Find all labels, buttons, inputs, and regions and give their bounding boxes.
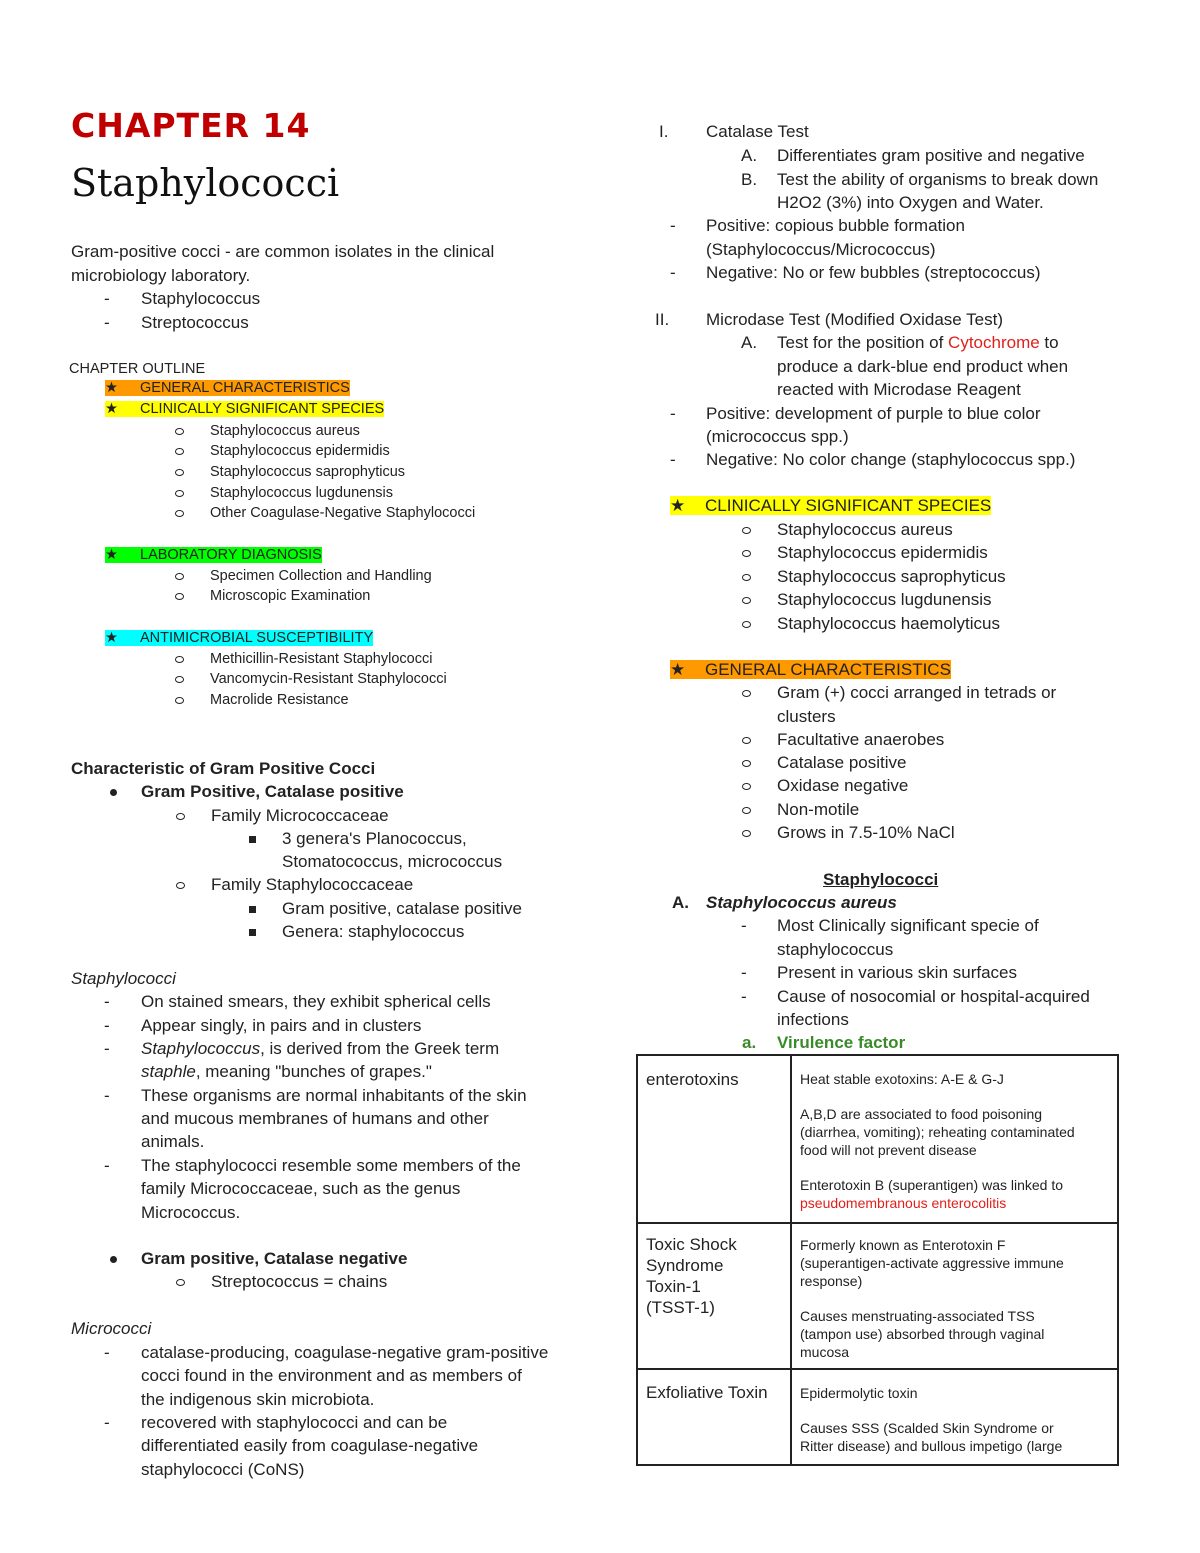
dash-bullet: - — [104, 992, 110, 1011]
list-item-text: recovered with staphylococci and can be — [141, 1413, 448, 1432]
cell-line: A,B,D are associated to food poisoning — [800, 1106, 1043, 1122]
toxin-name: Syndrome — [646, 1256, 724, 1275]
outline-letter: A. — [741, 333, 758, 352]
subsection-heading: Micrococci — [71, 1319, 152, 1338]
cell-line: Epidermolytic toxin — [800, 1385, 918, 1401]
subsection-heading: Staphylococci — [71, 969, 176, 988]
chapter-label: CHAPTER 14 — [71, 106, 311, 145]
cell-paragraph — [800, 1176, 1109, 1212]
list-item-text: Streptococcus = chains — [211, 1272, 388, 1291]
dash-bullet: - — [741, 916, 747, 935]
outline-item: Macrolide Resistance — [175, 690, 349, 710]
toxin-name: enterotoxins — [646, 1070, 739, 1089]
circle-bullet-icon — [175, 469, 184, 476]
list-item-text: animals. — [141, 1132, 205, 1151]
list-item-text: Differentiates gram positive and negative — [777, 146, 1085, 165]
list-item-text: On stained smears, they exhibit spherical cells — [141, 992, 491, 1011]
list-item-text: Staphylococcus saprophyticus — [777, 567, 1006, 586]
list-item-text: 3 genera's Planococcus, — [282, 829, 467, 848]
circle-bullet-icon — [175, 448, 184, 455]
circle-bullet-icon — [176, 874, 185, 896]
circle-bullet-icon — [742, 822, 751, 844]
list-item-text: Test for the position of Cytochrome to — [777, 333, 1059, 352]
cell-line: mucosa — [800, 1344, 850, 1360]
star-icon: ★ — [105, 547, 118, 563]
cell-line: Causes SSS (Scalded Skin Syndrome or — [800, 1420, 1054, 1436]
circle-bullet-icon — [742, 589, 751, 611]
cell-line: (diarrhea, vomiting); reheating contaminated — [800, 1124, 1075, 1140]
dash-bullet: - — [104, 1086, 110, 1105]
cell-line: (superantigen-activate aggressive immune — [800, 1255, 1064, 1271]
list-item-text: Positive: development of purple to blue color — [706, 404, 1041, 423]
test-title: Catalase Test — [706, 122, 809, 141]
circle-bullet-icon — [742, 519, 751, 541]
dash-bullet: - — [104, 1343, 110, 1362]
list-item-text: Staphylococcus aureus — [777, 520, 953, 539]
list-item-text: Gram positive, catalase positive — [282, 899, 522, 918]
list-item-text: staphle, meaning "bunches of grapes." — [141, 1062, 432, 1081]
cell-line: Enterotoxin B (superantigen) was linked to — [800, 1177, 1064, 1193]
circle-bullet-icon — [175, 676, 184, 683]
list-item-text: The staphylococci resemble some members of the — [141, 1156, 521, 1175]
toxin-name: Toxin-1 — [646, 1277, 701, 1296]
list-item-text: Appear singly, in pairs and in clusters — [141, 1016, 422, 1035]
outline-item: Staphylococcus aureus — [175, 421, 360, 441]
outline-section-antimicrobial: ★ ANTIMICROBIAL SUSCEPTIBILITY — [105, 630, 374, 646]
circle-bullet-icon — [742, 775, 751, 797]
toxin-name: (TSST-1) — [646, 1298, 715, 1317]
list-item-text: Present in various skin surfaces — [777, 963, 1017, 982]
circle-bullet-icon — [175, 697, 184, 704]
circle-bullet-icon — [175, 573, 184, 580]
cell-line: Formerly known as Enterotoxin F — [800, 1237, 1006, 1253]
list-item-text: Micrococcus. — [141, 1203, 241, 1222]
list-item-text: (micrococcus spp.) — [706, 427, 849, 446]
outline-section-species: ★ CLINICALLY SIGNIFICANT SPECIES — [105, 401, 385, 417]
outline-item: Methicillin-Resistant Staphylococci — [175, 649, 432, 669]
outline-item: Other Coagulase-Negative Staphylococci — [175, 503, 475, 523]
cell-line: pseudomembranous enterocolitis — [800, 1195, 1007, 1211]
outline-item: Specimen Collection and Handling — [175, 566, 432, 586]
table-cell — [637, 1223, 791, 1369]
circle-bullet-icon — [175, 656, 184, 663]
virulence-heading: Virulence factor — [777, 1033, 906, 1052]
table-row — [637, 1223, 1118, 1369]
family-label: Family Micrococcaceae — [211, 806, 389, 825]
circle-bullet-icon — [742, 799, 751, 821]
circle-bullet-icon — [175, 490, 184, 497]
list-item-text: catalase-producing, coagulase-negative gram-positive — [141, 1343, 549, 1362]
list-item-text: Streptococcus — [141, 313, 249, 332]
star-icon: ★ — [670, 496, 686, 515]
group-heading: Gram positive, Catalase negative — [141, 1249, 408, 1268]
list-item-text: These organisms are normal inhabitants of the skin — [141, 1086, 527, 1105]
circle-bullet-icon — [176, 805, 185, 827]
dash-bullet: - — [741, 987, 747, 1006]
dash-bullet: - — [670, 450, 676, 469]
star-icon: ★ — [105, 630, 118, 646]
dash-bullet: - — [670, 404, 676, 423]
list-item-text: Staphylococcus — [141, 289, 261, 308]
circle-bullet-icon — [742, 613, 751, 635]
list-item-text: clusters — [777, 707, 836, 726]
table-row — [637, 1369, 1118, 1465]
table-row — [637, 1055, 1118, 1223]
page-title: Staphylococci — [71, 161, 340, 205]
cell-paragraph — [800, 1384, 1109, 1402]
circle-bullet-icon — [742, 566, 751, 588]
cell-paragraph — [800, 1070, 1109, 1088]
list-item-text: Staphylococcus haemolyticus — [777, 614, 1001, 633]
square-bullet-icon — [249, 921, 256, 943]
list-item: - — [104, 313, 110, 332]
table-cell — [791, 1223, 1118, 1369]
circle-bullet-icon — [742, 682, 751, 704]
table-cell — [791, 1369, 1118, 1465]
list-item-text: Gram (+) cocci arranged in tetrads or — [777, 683, 1057, 702]
list-item-text: Staphylococcus, is derived from the Greek term — [141, 1039, 500, 1058]
outline-letter: A. — [672, 893, 689, 912]
cell-paragraph — [800, 1419, 1109, 1455]
family-label: Family Staphylococcaceae — [211, 875, 414, 894]
group-heading: Gram Positive, Catalase positive — [141, 782, 404, 801]
circle-bullet-icon — [742, 729, 751, 751]
square-bullet-icon — [249, 828, 256, 850]
list-item-text: Negative: No color change (staphylococcus spp.) — [706, 450, 1076, 469]
cell-line: (tampon use) absorbed through vaginal — [800, 1326, 1045, 1342]
intro-line-1: Gram-positive cocci - are common isolates in the clinical — [71, 242, 495, 261]
virulence-table — [636, 1054, 1119, 1466]
star-icon: ★ — [105, 401, 118, 417]
section-species-heading: ★ CLINICALLY SIGNIFICANT SPECIES — [670, 496, 992, 515]
cell-line: Causes menstruating-associated TSS — [800, 1308, 1035, 1324]
dash-bullet: - — [104, 1039, 110, 1058]
cell-line: Ritter disease) and bullous impetigo (large — [800, 1438, 1063, 1454]
list-item-text: reacted with Microdase Reagent — [777, 380, 1021, 399]
table-cell — [637, 1055, 791, 1223]
outline-letter: A. — [741, 146, 758, 165]
outline-section-lab: ★ LABORATORY DIAGNOSIS — [105, 547, 322, 563]
circle-bullet-icon — [742, 542, 751, 564]
list-item-text: Catalase positive — [777, 753, 907, 772]
dash-bullet: - — [104, 1016, 110, 1035]
dash-bullet: - — [104, 1413, 110, 1432]
dash-bullet: - — [104, 1156, 110, 1175]
cell-paragraph — [800, 1236, 1109, 1290]
dot-bullet-icon — [110, 781, 117, 803]
list-item-text: Most Clinically significant specie of — [777, 916, 1039, 935]
outline-section-general: ★ GENERAL CHARACTERISTICS — [105, 380, 350, 396]
cell-line: Heat stable exotoxins: A-E & G-J — [800, 1071, 1004, 1087]
list-item-text: Staphylococcus epidermidis — [777, 543, 988, 562]
list-item-text: Genera: staphylococcus — [282, 922, 465, 941]
outline-item: Microscopic Examination — [175, 586, 370, 606]
list-item-text: cocci found in the environment and as members of — [141, 1366, 522, 1385]
circle-bullet-icon — [175, 428, 184, 435]
dash-bullet: - — [670, 216, 676, 235]
section-heading: Staphylococci — [823, 870, 939, 889]
square-bullet-icon — [249, 898, 256, 920]
circle-bullet-icon — [175, 510, 184, 517]
list-item-text: family Micrococcaceae, such as the genus — [141, 1179, 461, 1198]
list-item-text: (Staphylococcus/Micrococcus) — [706, 240, 936, 259]
list-item-text: staphylococcus — [777, 940, 894, 959]
toxin-name: Exfoliative Toxin — [646, 1383, 768, 1402]
species-title: Staphylococcus aureus — [706, 893, 897, 912]
dot-bullet-icon — [110, 1248, 117, 1270]
list-item-text: staphylococci (CoNS) — [141, 1460, 305, 1479]
circle-bullet-icon — [742, 752, 751, 774]
roman-numeral: I. — [659, 122, 669, 141]
cell-line: response) — [800, 1273, 863, 1289]
test-title: Microdase Test (Modified Oxidase Test) — [706, 310, 1003, 329]
list-item-text: Grows in 7.5-10% NaCl — [777, 823, 955, 842]
cell-paragraph — [800, 1307, 1109, 1361]
list-item-text: differentiated easily from coagulase-negative — [141, 1436, 479, 1455]
outline-letter: B. — [741, 170, 758, 189]
list-item-text: Test the ability of organisms to break down — [777, 170, 1099, 189]
list-item-text: Stomatococcus, micrococcus — [282, 852, 503, 871]
outline-item: Staphylococcus lugdunensis — [175, 483, 393, 503]
roman-numeral: II. — [655, 310, 670, 329]
table-cell — [637, 1369, 791, 1465]
list-item-text: Non-motile — [777, 800, 860, 819]
list-item-text: Facultative anaerobes — [777, 730, 945, 749]
outline-heading: CHAPTER OUTLINE — [69, 361, 206, 377]
circle-bullet-icon — [176, 1271, 185, 1293]
list-item-text: Positive: copious bubble formation — [706, 216, 965, 235]
section-heading: Characteristic of Gram Positive Cocci — [71, 759, 376, 778]
list-item-text: H2O2 (3%) into Oxygen and Water. — [777, 193, 1044, 212]
sub-letter: a. — [742, 1033, 757, 1052]
list-item-text: Cause of nosocomial or hospital-acquired — [777, 987, 1090, 1006]
list-item-text: produce a dark-blue end product when — [777, 357, 1069, 376]
dash-bullet: - — [741, 963, 747, 982]
cell-paragraph — [800, 1105, 1109, 1159]
outline-item: Vancomycin-Resistant Staphylococci — [175, 669, 447, 689]
circle-bullet-icon — [175, 593, 184, 600]
star-icon: ★ — [105, 380, 118, 396]
list-item: - — [104, 289, 110, 308]
outline-item: Staphylococcus epidermidis — [175, 441, 390, 461]
intro-line-2: microbiology laboratory. — [71, 266, 251, 285]
list-item-text: and mucous membranes of humans and other — [141, 1109, 489, 1128]
list-item-text: Staphylococcus lugdunensis — [777, 590, 992, 609]
outline-item: Staphylococcus saprophyticus — [175, 462, 405, 482]
star-icon: ★ — [670, 660, 686, 679]
list-item-text: infections — [777, 1010, 849, 1029]
list-item-text: Negative: No or few bubbles (streptococcus) — [706, 263, 1041, 282]
list-item-text: Oxidase negative — [777, 776, 909, 795]
section-general-heading: ★ GENERAL CHARACTERISTICS — [670, 660, 951, 679]
table-cell — [791, 1055, 1118, 1223]
dash-bullet: - — [670, 263, 676, 282]
list-item-text: the indigenous skin microbiota. — [141, 1390, 375, 1409]
cell-line: food will not prevent disease — [800, 1142, 977, 1158]
toxin-name: Toxic Shock — [646, 1235, 737, 1254]
